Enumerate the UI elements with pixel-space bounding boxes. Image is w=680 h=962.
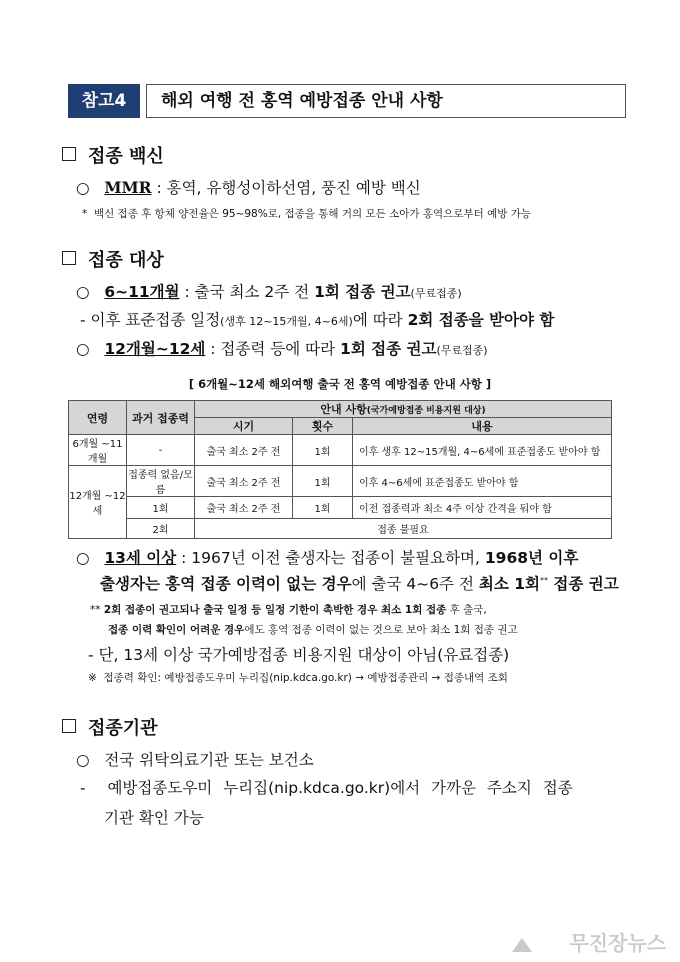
age-label: 12개월~12세	[104, 340, 206, 358]
cell-time: 출국 최소 2주 전	[195, 497, 293, 519]
cell-count: 1회	[293, 497, 353, 519]
vaccine-bullet	[76, 176, 421, 198]
text: 예방접종도우미 누리집(nip.kdca.go.kr)에서 가까운 주소지 접종	[107, 779, 573, 797]
logo-icon	[512, 938, 532, 952]
cell-history: 2회	[127, 519, 195, 539]
checkbox-square-icon	[62, 251, 76, 265]
over13-bullet-cont	[100, 572, 619, 594]
text-small: (무료접종)	[410, 287, 462, 300]
header-count: 횟수	[293, 418, 353, 435]
table-row	[69, 435, 612, 466]
header-history: 과거 접종력	[127, 401, 195, 435]
section-institution	[62, 714, 158, 740]
circle-bullet: ○	[76, 751, 90, 769]
note-mark: **	[90, 604, 101, 616]
dash-mark: -	[88, 646, 94, 664]
circle-bullet: ○	[76, 179, 90, 197]
section-title: 접종 백신	[88, 146, 164, 167]
mmr-label: MMR	[104, 178, 152, 197]
over13-dash	[88, 643, 509, 665]
dash-mark: -	[80, 311, 86, 329]
checkbox-square-icon	[62, 147, 76, 161]
text-bold: 2회 접종을 받아야 함	[407, 311, 555, 329]
text: : 1967년 이전 출생자는 접종이 불필요하며,	[176, 549, 485, 567]
header-guide	[195, 401, 612, 418]
text-bold: 1회 접종 권고	[314, 283, 411, 301]
cell-content: 이전 접종력과 최소 4주 이상 간격을 둬야 함	[353, 497, 612, 519]
text: 접종력 확인: 예방접종도우미 누리집(nip.kdca.go.kr) → 예방접종관리 → 접종내역 조회	[103, 672, 508, 684]
note-mark: *	[82, 208, 88, 220]
checkbox-square-icon	[62, 719, 76, 733]
target-bullet-2	[76, 337, 488, 359]
text-bold: 접종 이력 확인이 어려운 경우	[108, 624, 245, 636]
cell-history: 접종력 없음/모름	[127, 466, 195, 497]
vaccine-note	[82, 206, 531, 221]
page-header	[68, 84, 612, 118]
section-title: 접종기관	[88, 718, 158, 739]
institution-dash-cont: 기관 확인 가능	[104, 809, 204, 827]
cell-count: 1회	[293, 466, 353, 497]
header-guide-sub: (국가예방접종 비용지원 대상)	[366, 406, 486, 416]
institution-bullet	[76, 748, 314, 770]
over13-note-1	[90, 602, 487, 617]
age-label: 6~11개월	[104, 283, 180, 301]
dash-mark: -	[80, 779, 86, 797]
text: : 접종력 등에 따라	[205, 340, 341, 358]
check-reference	[88, 670, 508, 685]
institution-dash	[80, 776, 573, 798]
cell-history: 1회	[127, 497, 195, 519]
text-bold: 접종 권고	[547, 575, 619, 593]
footnote-mark: **	[539, 575, 548, 585]
header-time: 시기	[195, 418, 293, 435]
cell-content: 이후 생후 12~15개월, 4~6세에 표준접종도 받아야 함	[353, 435, 612, 466]
text: 단, 13세 이상 국가예방접종 비용지원 대상이 아님(유료접종)	[98, 646, 510, 664]
table-row	[69, 497, 612, 519]
header-content: 내용	[353, 418, 612, 435]
text: 이후 표준접종 일정	[90, 311, 221, 329]
text-bold: 2회 접종이 권고되나 출국 일정 등 일정 기한이 촉박한 경우 최소 1회 접종	[103, 604, 447, 616]
text-small: (생후 12~15개월, 4~6세)	[220, 315, 353, 328]
target-dash-1	[80, 308, 554, 330]
section-target	[62, 246, 164, 272]
circle-bullet: ○	[76, 283, 90, 301]
text-small: (무료접종)	[436, 344, 488, 357]
cell-history: -	[127, 435, 195, 466]
circle-bullet: ○	[76, 340, 90, 358]
table-row	[69, 466, 612, 497]
cell-content: 이후 4~6세에 표준접종도 받아야 함	[353, 466, 612, 497]
mmr-desc: : 홍역, 유행성이하선염, 풍진 예방 백신	[151, 179, 421, 197]
text: 에도 홍역 접종 이력이 없는 것으로 보아 최소 1회 접종 권고	[244, 624, 518, 636]
text: 에 출국 4~6주 전	[351, 575, 479, 593]
text: : 출국 최소 2주 전	[179, 283, 315, 301]
cell-count: 1회	[293, 435, 353, 466]
table-caption: [ 6개월~12세 해외여행 출국 전 홍역 예방접종 안내 사항 ]	[188, 377, 492, 391]
header-guide-text: 안내 사항	[320, 403, 367, 416]
cell-time: 출국 최소 2주 전	[195, 435, 293, 466]
text-bold: 출생자는 홍역 접종 이력이 없는 경우	[100, 575, 352, 593]
cell-age: 6개월 ~11개월	[69, 435, 127, 466]
text: 에 따라	[352, 311, 408, 329]
cell-content: 접종 불필요	[195, 519, 612, 539]
cell-age: 12개월 ~12세	[69, 466, 127, 539]
circle-bullet: ○	[76, 549, 90, 567]
age-label: 13세 이상	[104, 549, 177, 567]
vaccination-table	[68, 400, 612, 539]
note-text: 백신 접종 후 항체 양전율은 95~98%로, 접종을 통해 거의 모든 소아가 홍역으로부터 예방 가능	[93, 208, 532, 220]
reference-badge: 참고4	[68, 84, 140, 118]
text-bold: 최소 1회	[478, 575, 540, 593]
reference-mark: ※	[88, 672, 97, 684]
section-vaccine	[62, 142, 164, 168]
text: 후 출국,	[446, 604, 487, 616]
text: 전국 위탁의료기관 또는 보건소	[104, 751, 314, 769]
text-bold: 1회 접종 권고	[340, 340, 437, 358]
header-age: 연령	[69, 401, 127, 435]
text-bold: 1968년 이후	[484, 549, 579, 567]
target-bullet-1	[76, 280, 462, 302]
over13-bullet	[76, 546, 578, 568]
table-row	[69, 519, 612, 539]
page-title: 해외 여행 전 홍역 예방접종 안내 사항	[146, 84, 626, 118]
watermark: 무진장뉴스	[569, 931, 666, 955]
over13-note-2	[108, 622, 518, 637]
cell-time: 출국 최소 2주 전	[195, 466, 293, 497]
section-title: 접종 대상	[88, 250, 164, 271]
